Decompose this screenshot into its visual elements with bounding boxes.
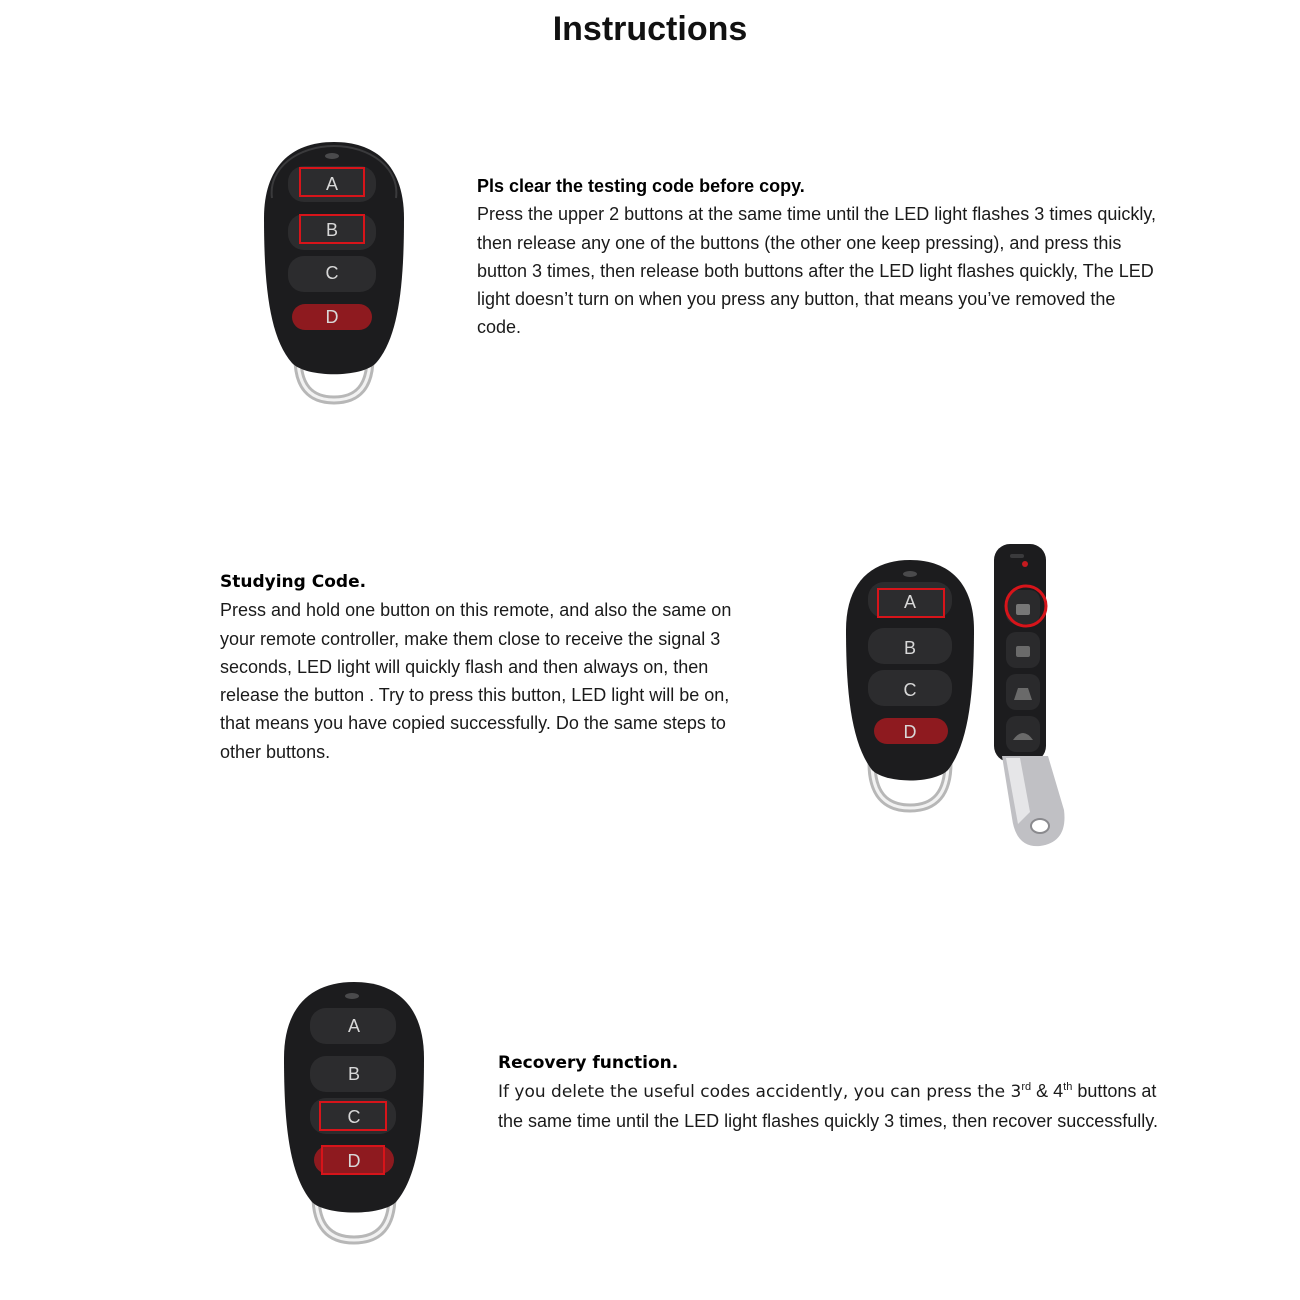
button-d-label: D <box>903 722 917 742</box>
button-b-label: B <box>903 638 917 658</box>
section-studying-code <box>220 568 745 766</box>
remote-fob-recovery <box>280 980 430 1248</box>
button-b-label: B <box>325 220 339 240</box>
section-heading: Pls clear the testing code before copy. <box>477 176 805 196</box>
button-d-label: D <box>325 307 339 327</box>
lock-icon <box>1006 632 1040 668</box>
button-c-label: C <box>325 263 339 283</box>
page-title: Instructions <box>552 10 748 48</box>
button-a-label: A <box>325 174 339 194</box>
remote-stick <box>990 542 1070 852</box>
section-clear-code <box>477 172 1157 342</box>
button-c-label: C <box>903 680 917 700</box>
button-a-label: A <box>903 592 917 612</box>
section-heading: Recovery function. <box>498 1053 679 1073</box>
remote-fob-studying <box>842 558 978 820</box>
button-d-label: D <box>347 1151 361 1171</box>
car-open-icon <box>1006 674 1040 710</box>
button-a-label: A <box>347 1016 361 1036</box>
button-c-label: C <box>347 1107 361 1127</box>
section-heading: Studying Code. <box>220 572 367 592</box>
section-body: Press the upper 2 buttons at the same time until the LED light flashes 3 times quickly, then release any one of the buttons (the other one keep pressing), and press this button 3 times, then release both buttons after the LED light flashes quickly, The LED light doesn’t turn on when you press any button, that means you’ve removed the code. <box>477 204 1157 338</box>
car-icon <box>1006 716 1040 752</box>
remote-fob-clear <box>258 138 410 410</box>
section-body: If you delete the useful codes accidently, you can press the 3rd & 4th buttons at the same time until the LED light flashes quickly 3 times, then recover successfully. <box>498 1081 1158 1131</box>
button-b-label: B <box>347 1064 361 1084</box>
section-body: Press and hold one button on this remote, and also the same on your remote controller, make them close to receive the signal 3 seconds, LED light will quickly flash and then always on, then release the button . Try to press this button, LED light will be on, that means you have copied successfully. Do the same steps to other buttons. <box>220 600 732 762</box>
section-recovery <box>498 1049 1168 1135</box>
